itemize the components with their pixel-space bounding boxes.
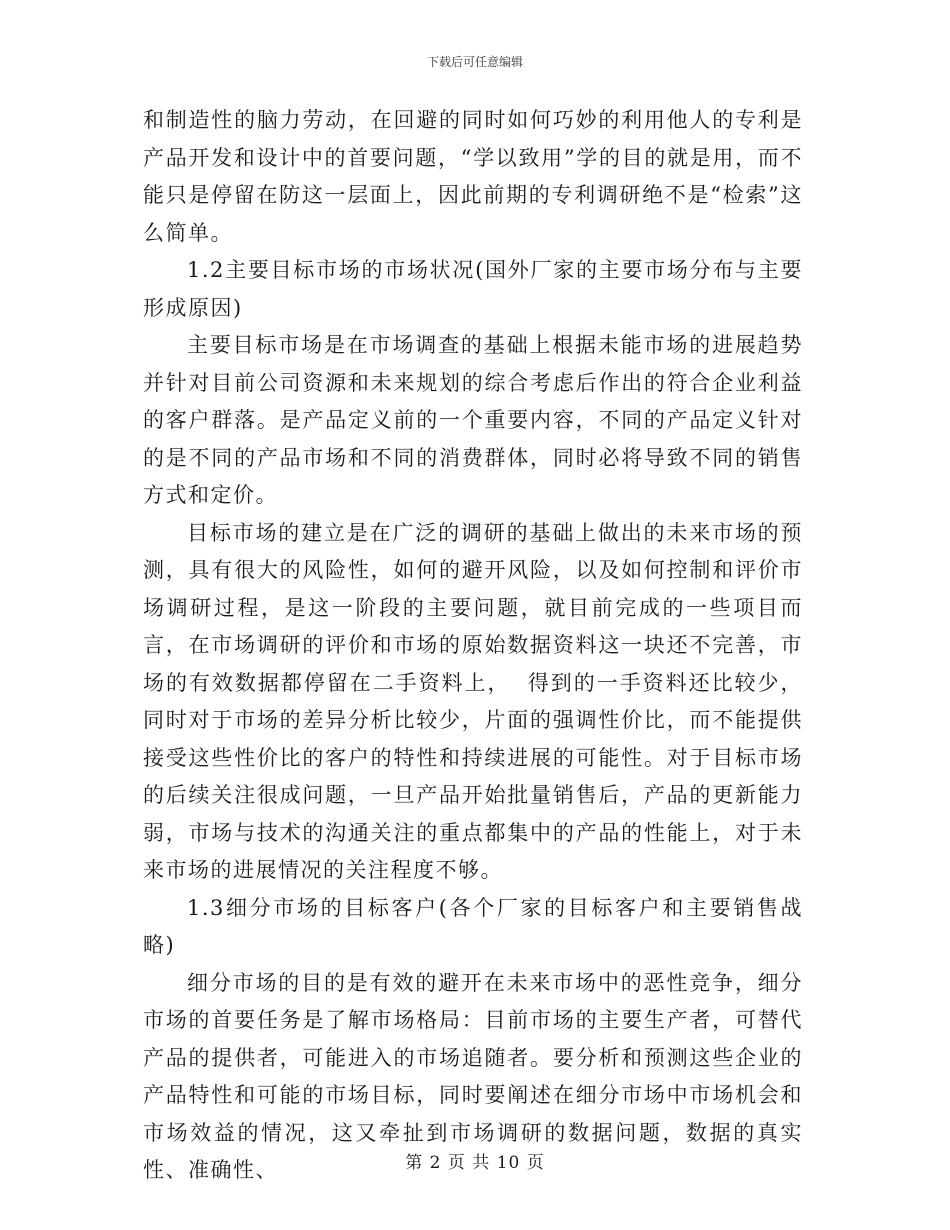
section-heading-1-2: 1.2主要目标市场的市场状况(国外厂家的主要市场分布与主要形成原因) [143, 258, 803, 320]
section-heading-1-3: 1.3细分市场的目标客户(各个厂家的目标客户和主要销售战略) [143, 895, 803, 957]
paragraph-market-forecast: 目标市场的建立是在广泛的调研的基础上做出的未来市场的预测，具有很大的风险性，如何的避开风险，以及如何控制和评价市场调研过程，是这一阶段的主要问题，就目前完成的一些项目而言，在市场调研的评价和市场的原始数据资料这一块还不完善，市场的有效数据都停留在二手资料上， 得到的一手资料还比较少，同时对于市场的差异分析比较少，片面的强调性价比，而不能提供接受这些性价比的客户的特性和持续进展的可能性。对于目标市场的后续关注很成问题，一旦产品开始批量销售后，产品的更新能力弱，市场与技术的沟通关注的重点都集中的产品的性能上，对于未来市场的进展情况的关注程度不够。 [143, 520, 803, 882]
page-header: 下载后可任意编辑 [426, 55, 523, 69]
page-number: 第 2 页 共 10 页 [405, 1153, 545, 1173]
document-body [143, 102, 803, 1190]
paragraph-patent-research: 和制造性的脑力劳动，在回避的同时如何巧妙的利用他人的专利是产品开发和设计中的首要问题，“学以致用”学的目的就是用，而不能只是停留在防这一层面上，因此前期的专利调研绝不是“检索”这么简单。 [143, 108, 803, 245]
paragraph-target-market: 主要目标市场是在市场调查的基础上根据未能市场的进展趋势并针对目前公司资源和未来规划的综合考虑后作出的符合企业利益的客户群落。是产品定义前的一个重要内容，不同的产品定义针对的是不同的产品市场和不同的消费群体，同时必将导致不同的销售方式和定价。 [143, 333, 803, 507]
paragraph-market-segmentation: 细分市场的目的是有效的避开在未来市场中的恶性竞争，细分市场的首要任务是了解市场格局：目前市场的主要生产者，可替代产品的提供者，可能进入的市场追随者。要分析和预测这些企业的产品特性和可能的市场目标，同时要阐述在细分市场中市场机会和市场效益的情况，这又牵扯到市场调研的数据问题，数据的真实性、准确性、 [143, 970, 803, 1182]
